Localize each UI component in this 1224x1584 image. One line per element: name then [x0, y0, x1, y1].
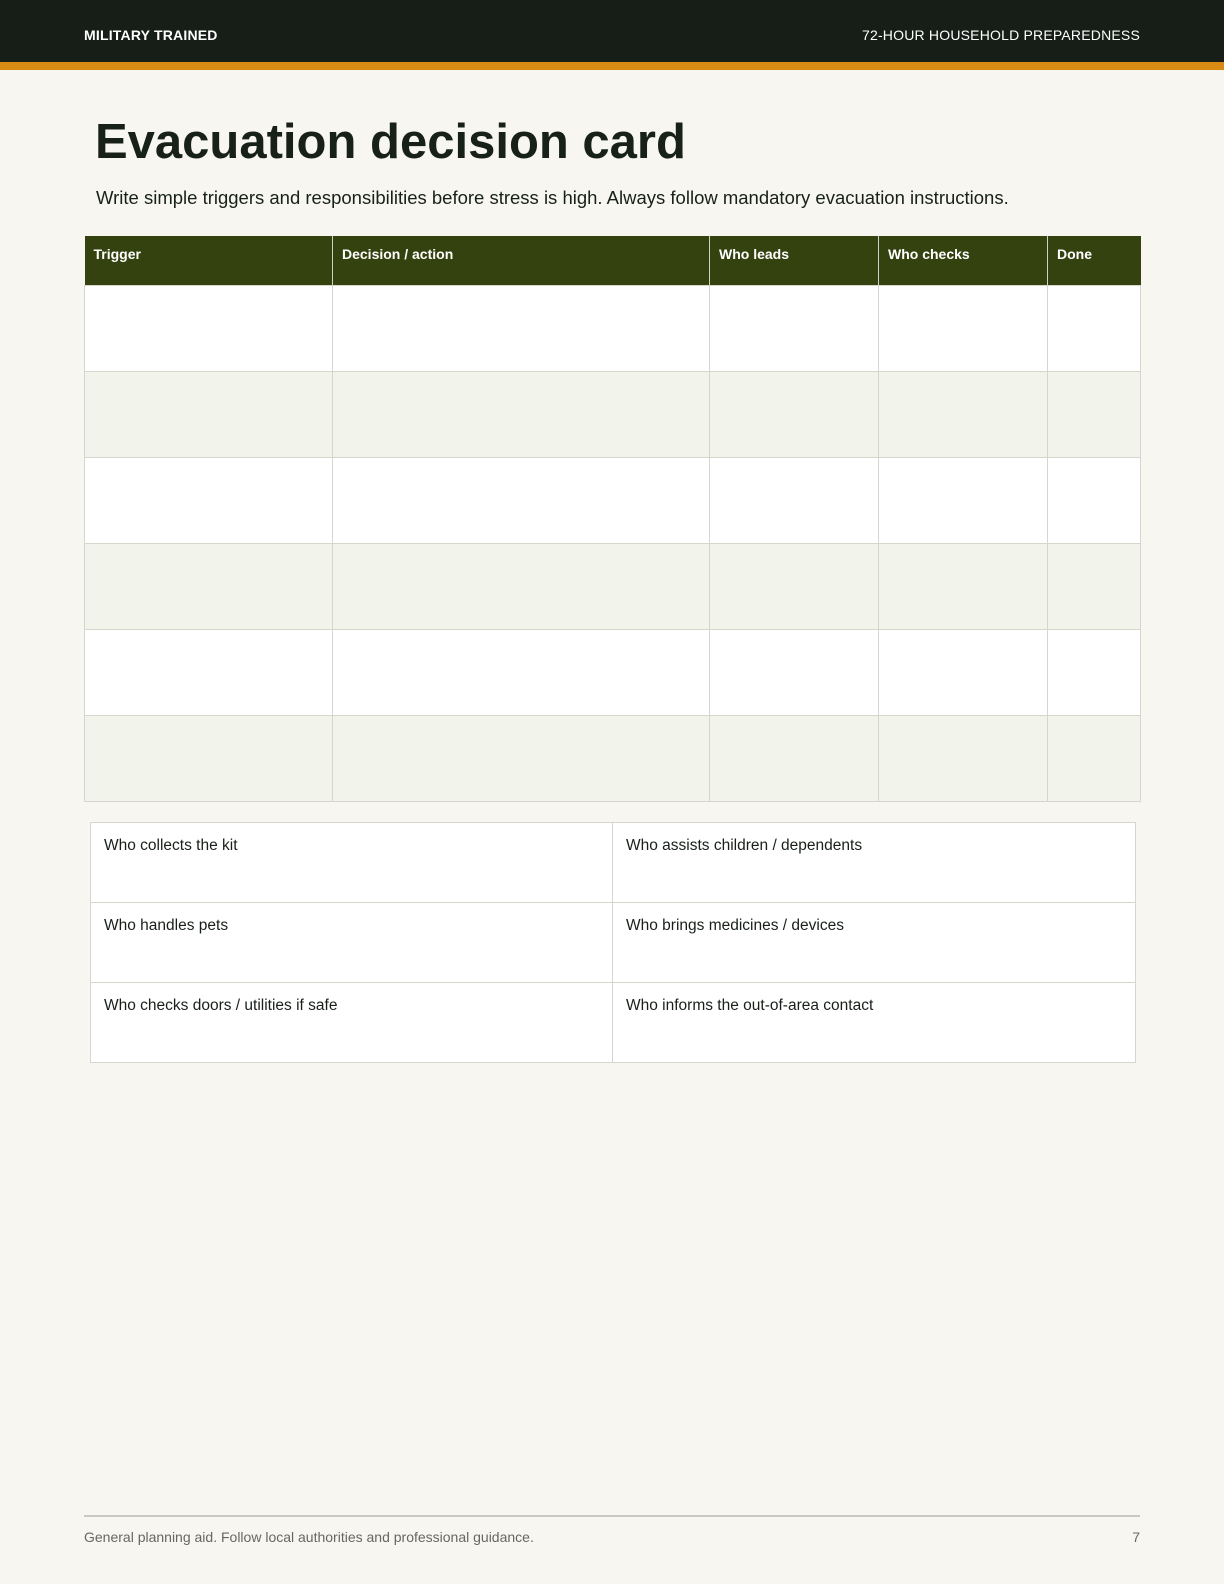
who-checks-cell[interactable] [879, 371, 1048, 457]
who-leads-cell[interactable] [710, 629, 879, 715]
role-field-handles-pets[interactable]: Who handles pets [91, 903, 613, 983]
done-cell[interactable] [1048, 371, 1141, 457]
trigger-cell[interactable] [85, 371, 333, 457]
page-title: Evacuation decision card [95, 115, 686, 169]
series-title: 72-HOUR HOUSEHOLD PREPAREDNESS [861, 27, 1140, 43]
role-field-collects-kit[interactable]: Who collects the kit [91, 823, 613, 903]
page-number: 7 [1132, 1529, 1140, 1545]
page-subtitle: Write simple triggers and responsibilities before stress is high. Always follow mandatory evacuation instructions. [96, 187, 1009, 208]
table-row [85, 457, 1141, 543]
column-header-who-checks: Who checks [879, 236, 1048, 285]
decision-cell[interactable] [333, 285, 710, 371]
done-cell[interactable] [1048, 715, 1141, 801]
who-checks-cell[interactable] [879, 543, 1048, 629]
footer-divider [84, 1515, 1140, 1517]
footer-note: General planning aid. Follow local authorities and professional guidance. [84, 1529, 534, 1545]
roles-row [91, 983, 1136, 1063]
table-row [85, 543, 1141, 629]
table-row [85, 629, 1141, 715]
roles-table [90, 822, 1136, 1063]
role-field-checks-doors[interactable]: Who checks doors / utilities if safe [91, 983, 613, 1063]
who-leads-cell[interactable] [710, 457, 879, 543]
accent-stripe [0, 62, 1224, 70]
who-leads-cell[interactable] [710, 285, 879, 371]
decision-table [84, 236, 1141, 802]
roles-row [91, 903, 1136, 983]
decision-cell[interactable] [333, 543, 710, 629]
decision-cell[interactable] [333, 629, 710, 715]
who-checks-cell[interactable] [879, 285, 1048, 371]
trigger-cell[interactable] [85, 457, 333, 543]
column-header-who-leads: Who leads [710, 236, 879, 285]
decision-cell[interactable] [333, 457, 710, 543]
column-header-done: Done [1048, 236, 1141, 285]
who-leads-cell[interactable] [710, 543, 879, 629]
who-checks-cell[interactable] [879, 629, 1048, 715]
brand-name: MILITARY TRAINED [84, 27, 218, 43]
column-header-decision: Decision / action [333, 236, 710, 285]
role-field-brings-medicines[interactable]: Who brings medicines / devices [613, 903, 1136, 983]
trigger-cell[interactable] [85, 629, 333, 715]
decision-cell[interactable] [333, 371, 710, 457]
role-field-assists-dependents[interactable]: Who assists children / dependents [613, 823, 1136, 903]
done-cell[interactable] [1048, 285, 1141, 371]
done-cell[interactable] [1048, 457, 1141, 543]
done-cell[interactable] [1048, 629, 1141, 715]
role-field-informs-contact[interactable]: Who informs the out-of-area contact [613, 983, 1136, 1063]
who-checks-cell[interactable] [879, 457, 1048, 543]
decision-table-header [85, 236, 1141, 285]
trigger-cell[interactable] [85, 285, 333, 371]
who-leads-cell[interactable] [710, 371, 879, 457]
roles-row [91, 823, 1136, 903]
table-row [85, 285, 1141, 371]
trigger-cell[interactable] [85, 715, 333, 801]
done-cell[interactable] [1048, 543, 1141, 629]
column-header-trigger: Trigger [85, 236, 333, 285]
table-row [85, 371, 1141, 457]
top-header-bar [0, 0, 1224, 62]
decision-cell[interactable] [333, 715, 710, 801]
who-leads-cell[interactable] [710, 715, 879, 801]
who-checks-cell[interactable] [879, 715, 1048, 801]
trigger-cell[interactable] [85, 543, 333, 629]
table-row [85, 715, 1141, 801]
